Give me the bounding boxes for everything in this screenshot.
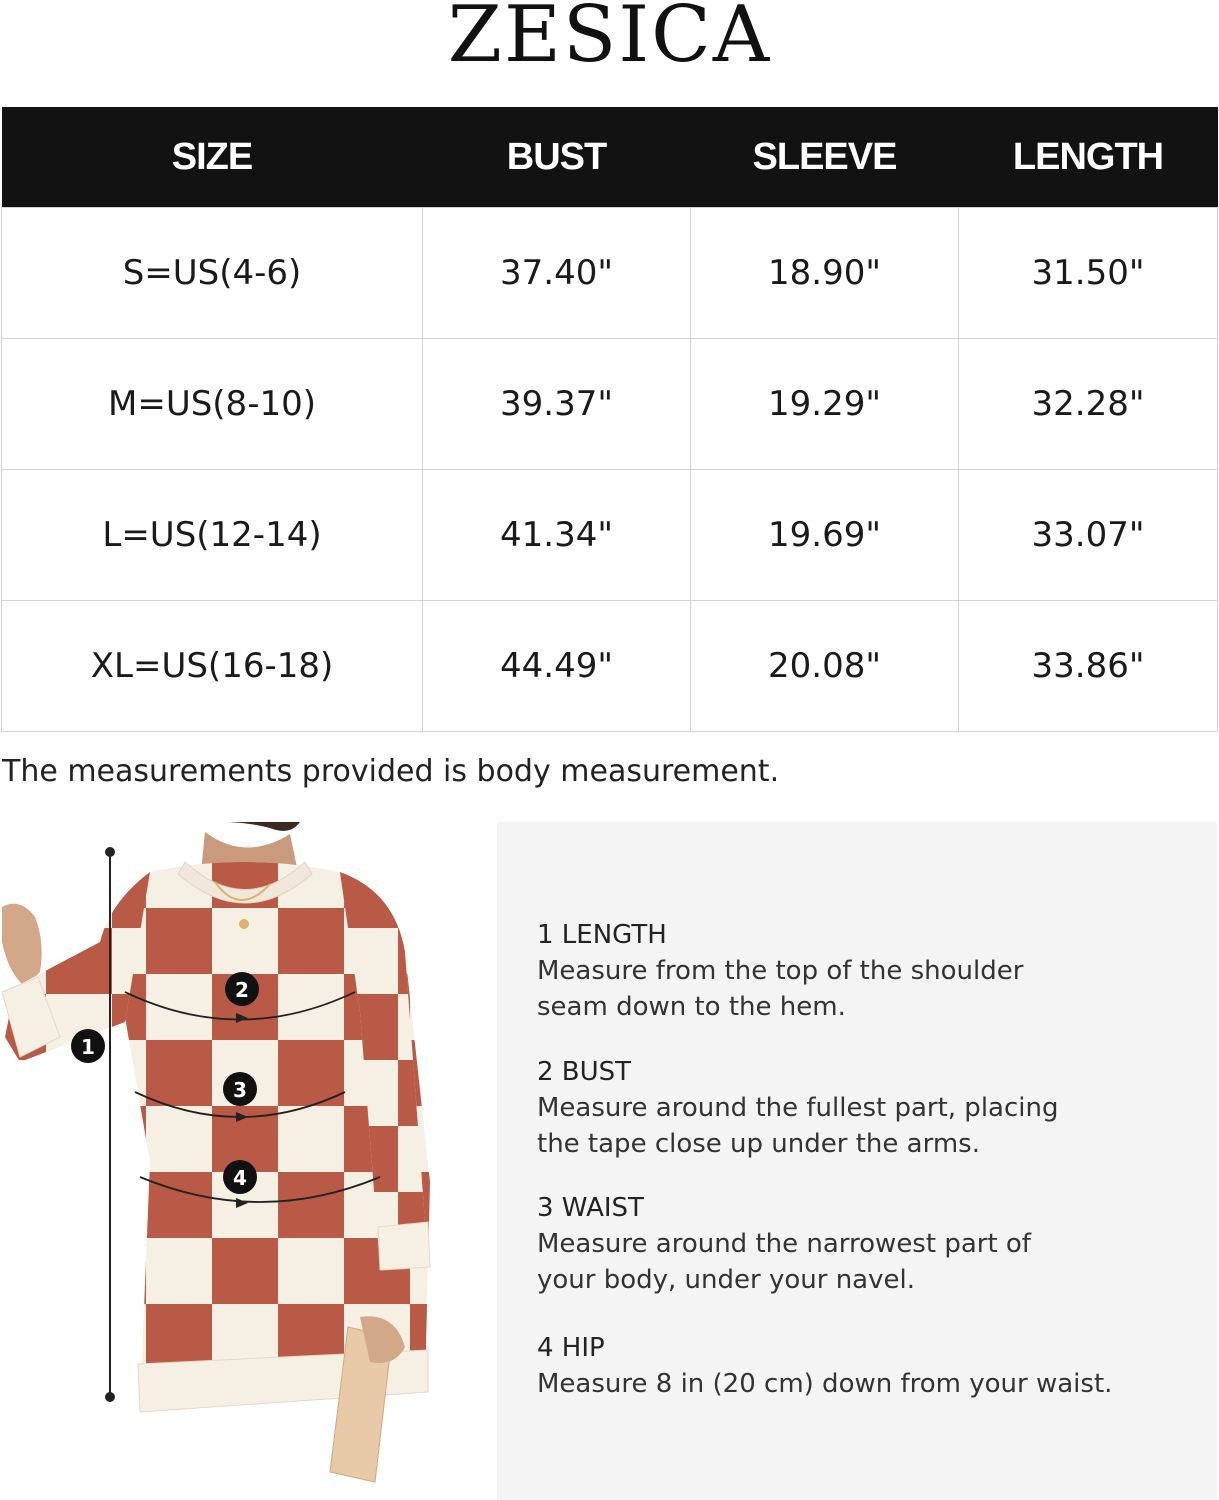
table-row bbox=[2, 208, 1218, 339]
cell-size: L=US(12-14) bbox=[2, 470, 423, 601]
table-header-row bbox=[2, 107, 1218, 208]
header-sleeve: SLEEVE bbox=[691, 107, 959, 208]
cell-bust: 41.34" bbox=[423, 470, 691, 601]
guide-description: Measure 8 in (20 cm) down from your waist. bbox=[537, 1369, 1113, 1399]
guide-hip bbox=[537, 1330, 1217, 1402]
length-measure-end bbox=[105, 1392, 115, 1402]
brand-logo: ZESICA bbox=[447, 0, 772, 80]
dress-check-square bbox=[398, 1060, 464, 1126]
marker-waist bbox=[223, 1072, 257, 1106]
guide-title: 2 BUST bbox=[537, 1057, 632, 1087]
cell-sleeve: 18.90" bbox=[691, 208, 959, 339]
cell-size: S=US(4-6) bbox=[2, 208, 423, 339]
dress-check-square bbox=[278, 1172, 344, 1238]
guide-description: Measure around the narrowest part of bbox=[537, 1229, 1031, 1259]
cell-length: 31.50" bbox=[959, 208, 1218, 339]
cell-sleeve: 20.08" bbox=[691, 601, 959, 732]
sleeve-cuff bbox=[378, 1222, 430, 1270]
dress-check-square bbox=[146, 908, 212, 974]
measurement-note: The measurements provided is body measurement. bbox=[2, 754, 780, 789]
table-row bbox=[2, 339, 1218, 470]
cell-bust: 39.37" bbox=[423, 339, 691, 470]
guide-description: the tape close up under the arms. bbox=[537, 1129, 980, 1159]
dress-check-square bbox=[80, 1238, 146, 1304]
svg-text:2: 2 bbox=[235, 978, 249, 1002]
cell-size: XL=US(16-18) bbox=[2, 601, 423, 732]
table-row bbox=[2, 601, 1218, 732]
dress-check-square bbox=[80, 1370, 146, 1436]
guide-title: 4 HIP bbox=[537, 1333, 605, 1363]
guide-waist bbox=[537, 1190, 1217, 1298]
cell-bust: 37.40" bbox=[423, 208, 691, 339]
svg-text:3: 3 bbox=[233, 1078, 247, 1102]
guide-description: seam down to the hem. bbox=[537, 992, 846, 1022]
guide-description: Measure from the top of the shoulder bbox=[537, 956, 1024, 986]
dress-check-square bbox=[410, 1040, 476, 1106]
guide-bust bbox=[537, 1054, 1217, 1162]
guide-length bbox=[537, 917, 1217, 1025]
model-hair bbox=[195, 822, 300, 831]
dress-check-square bbox=[410, 908, 476, 974]
dress-check-square bbox=[46, 1060, 112, 1126]
marker-hip bbox=[223, 1160, 257, 1194]
svg-text:1: 1 bbox=[81, 1035, 95, 1059]
table-row bbox=[2, 470, 1218, 601]
marker-bust bbox=[225, 972, 259, 1006]
guide-description: your body, under your navel. bbox=[537, 1265, 915, 1295]
dress-check-square bbox=[212, 1238, 278, 1304]
necklace-pendant bbox=[239, 919, 249, 929]
svg-text:4: 4 bbox=[233, 1166, 247, 1190]
header-bust: BUST bbox=[423, 107, 691, 208]
dress-check-square bbox=[146, 1172, 212, 1238]
cell-sleeve: 19.29" bbox=[691, 339, 959, 470]
cell-sleeve: 19.69" bbox=[691, 470, 959, 601]
guide-description: Measure around the fullest part, placing bbox=[537, 1093, 1059, 1123]
dress-check-square bbox=[46, 928, 112, 994]
cell-size: M=US(8-10) bbox=[2, 339, 423, 470]
guide-title: 1 LENGTH bbox=[537, 920, 667, 950]
cell-bust: 44.49" bbox=[423, 601, 691, 732]
dress-check-square bbox=[80, 1106, 146, 1172]
marker-length bbox=[71, 1029, 105, 1063]
cell-length: 32.28" bbox=[959, 339, 1218, 470]
cell-length: 33.07" bbox=[959, 470, 1218, 601]
header-length: LENGTH bbox=[959, 107, 1218, 208]
cell-length: 33.86" bbox=[959, 601, 1218, 732]
dress-check-square bbox=[278, 908, 344, 974]
size-chart-table bbox=[1, 107, 1218, 732]
length-measure-end bbox=[105, 847, 115, 857]
dress-check-square bbox=[146, 1040, 212, 1106]
header-size: SIZE bbox=[2, 107, 423, 208]
guide-title: 3 WAIST bbox=[537, 1193, 644, 1223]
model-hand bbox=[2, 904, 42, 987]
model-illustration bbox=[0, 822, 497, 1500]
dress-check-square bbox=[146, 1304, 212, 1370]
measurement-guide-panel bbox=[497, 822, 1217, 1500]
